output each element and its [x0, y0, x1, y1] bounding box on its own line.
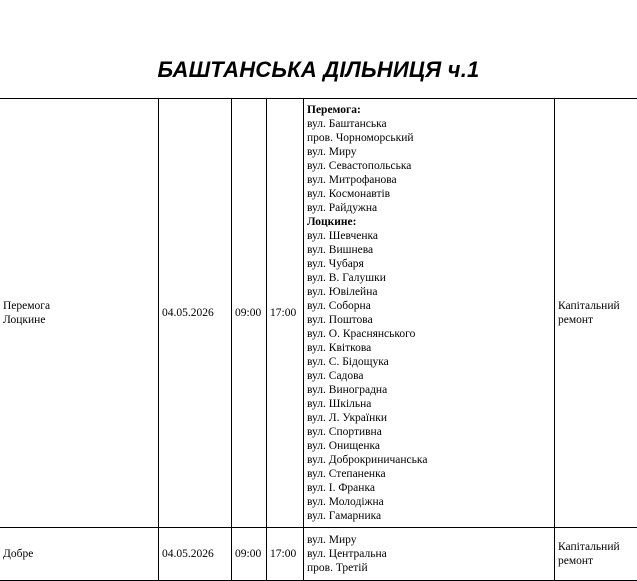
street-item: вул. Поштова — [307, 313, 551, 327]
street-item: вул. Шкільна — [307, 397, 551, 411]
street-item: вул. Вишнева — [307, 243, 551, 257]
settlement-name: Добре — [3, 547, 155, 561]
settlement-name: Перемога — [3, 299, 155, 313]
settlement-name: Лоцкине — [3, 313, 155, 327]
street-item: вул. І. Франка — [307, 481, 551, 495]
streets-cell — [304, 528, 555, 581]
street-item: вул. Чубаря — [307, 257, 551, 271]
street-group-heading: Лоцкине: — [307, 215, 551, 229]
street-item: вул. В. Галушки — [307, 271, 551, 285]
start-time-cell: 09:00 — [232, 99, 267, 528]
street-item: вул. Л. Українки — [307, 411, 551, 425]
street-item: вул. Баштанська — [307, 117, 551, 131]
end-time-cell: 17:00 — [267, 99, 304, 528]
reason-text: ремонт — [558, 554, 635, 568]
street-item: вул. Центральна — [307, 547, 551, 561]
street-item: вул. Гамарника — [307, 509, 551, 523]
street-item: вул. Виноградна — [307, 383, 551, 397]
street-item: вул. Садова — [307, 369, 551, 383]
street-item: вул. О. Краснянського — [307, 327, 551, 341]
date-cell: 04.05.2026 — [159, 528, 232, 581]
outage-schedule-table — [0, 98, 637, 581]
street-item: вул. Ювілейна — [307, 285, 551, 299]
street-item: вул. Квіткова — [307, 341, 551, 355]
streets-cell — [304, 99, 555, 528]
street-item: вул. Шевченка — [307, 229, 551, 243]
street-item: вул. Космонавтів — [307, 187, 551, 201]
street-item: вул. Онищенка — [307, 439, 551, 453]
reason-text: ремонт — [558, 313, 635, 327]
settlement-cell — [0, 528, 159, 581]
street-item: вул. С. Бідощука — [307, 355, 551, 369]
reason-cell — [555, 99, 637, 528]
street-item: вул. Степаненка — [307, 467, 551, 481]
table-row — [0, 99, 637, 528]
reason-text: Капітальний — [558, 540, 635, 554]
street-group-heading: Перемога: — [307, 103, 551, 117]
street-item: пров. Чорноморський — [307, 131, 551, 145]
start-time-cell: 09:00 — [232, 528, 267, 581]
date-cell: 04.05.2026 — [159, 99, 232, 528]
reason-cell — [555, 528, 637, 581]
end-time-cell: 17:00 — [267, 528, 304, 581]
street-item: вул. Миру — [307, 533, 551, 547]
street-item: вул. Доброкриничанська — [307, 453, 551, 467]
street-item: вул. Севастопольська — [307, 159, 551, 173]
settlement-cell — [0, 99, 159, 528]
street-item: вул. Соборна — [307, 299, 551, 313]
table-row — [0, 528, 637, 581]
street-item: вул. Райдужна — [307, 201, 551, 215]
page-title: БАШТАНСЬКА ДІЛЬНИЦЯ ч.1 — [0, 54, 637, 86]
street-item: вул. Спортивна — [307, 425, 551, 439]
street-item: вул. Молодіжна — [307, 495, 551, 509]
reason-text: Капітальний — [558, 299, 635, 313]
street-item: вул. Митрофанова — [307, 173, 551, 187]
street-item: пров. Третій — [307, 561, 551, 575]
street-item: вул. Миру — [307, 145, 551, 159]
